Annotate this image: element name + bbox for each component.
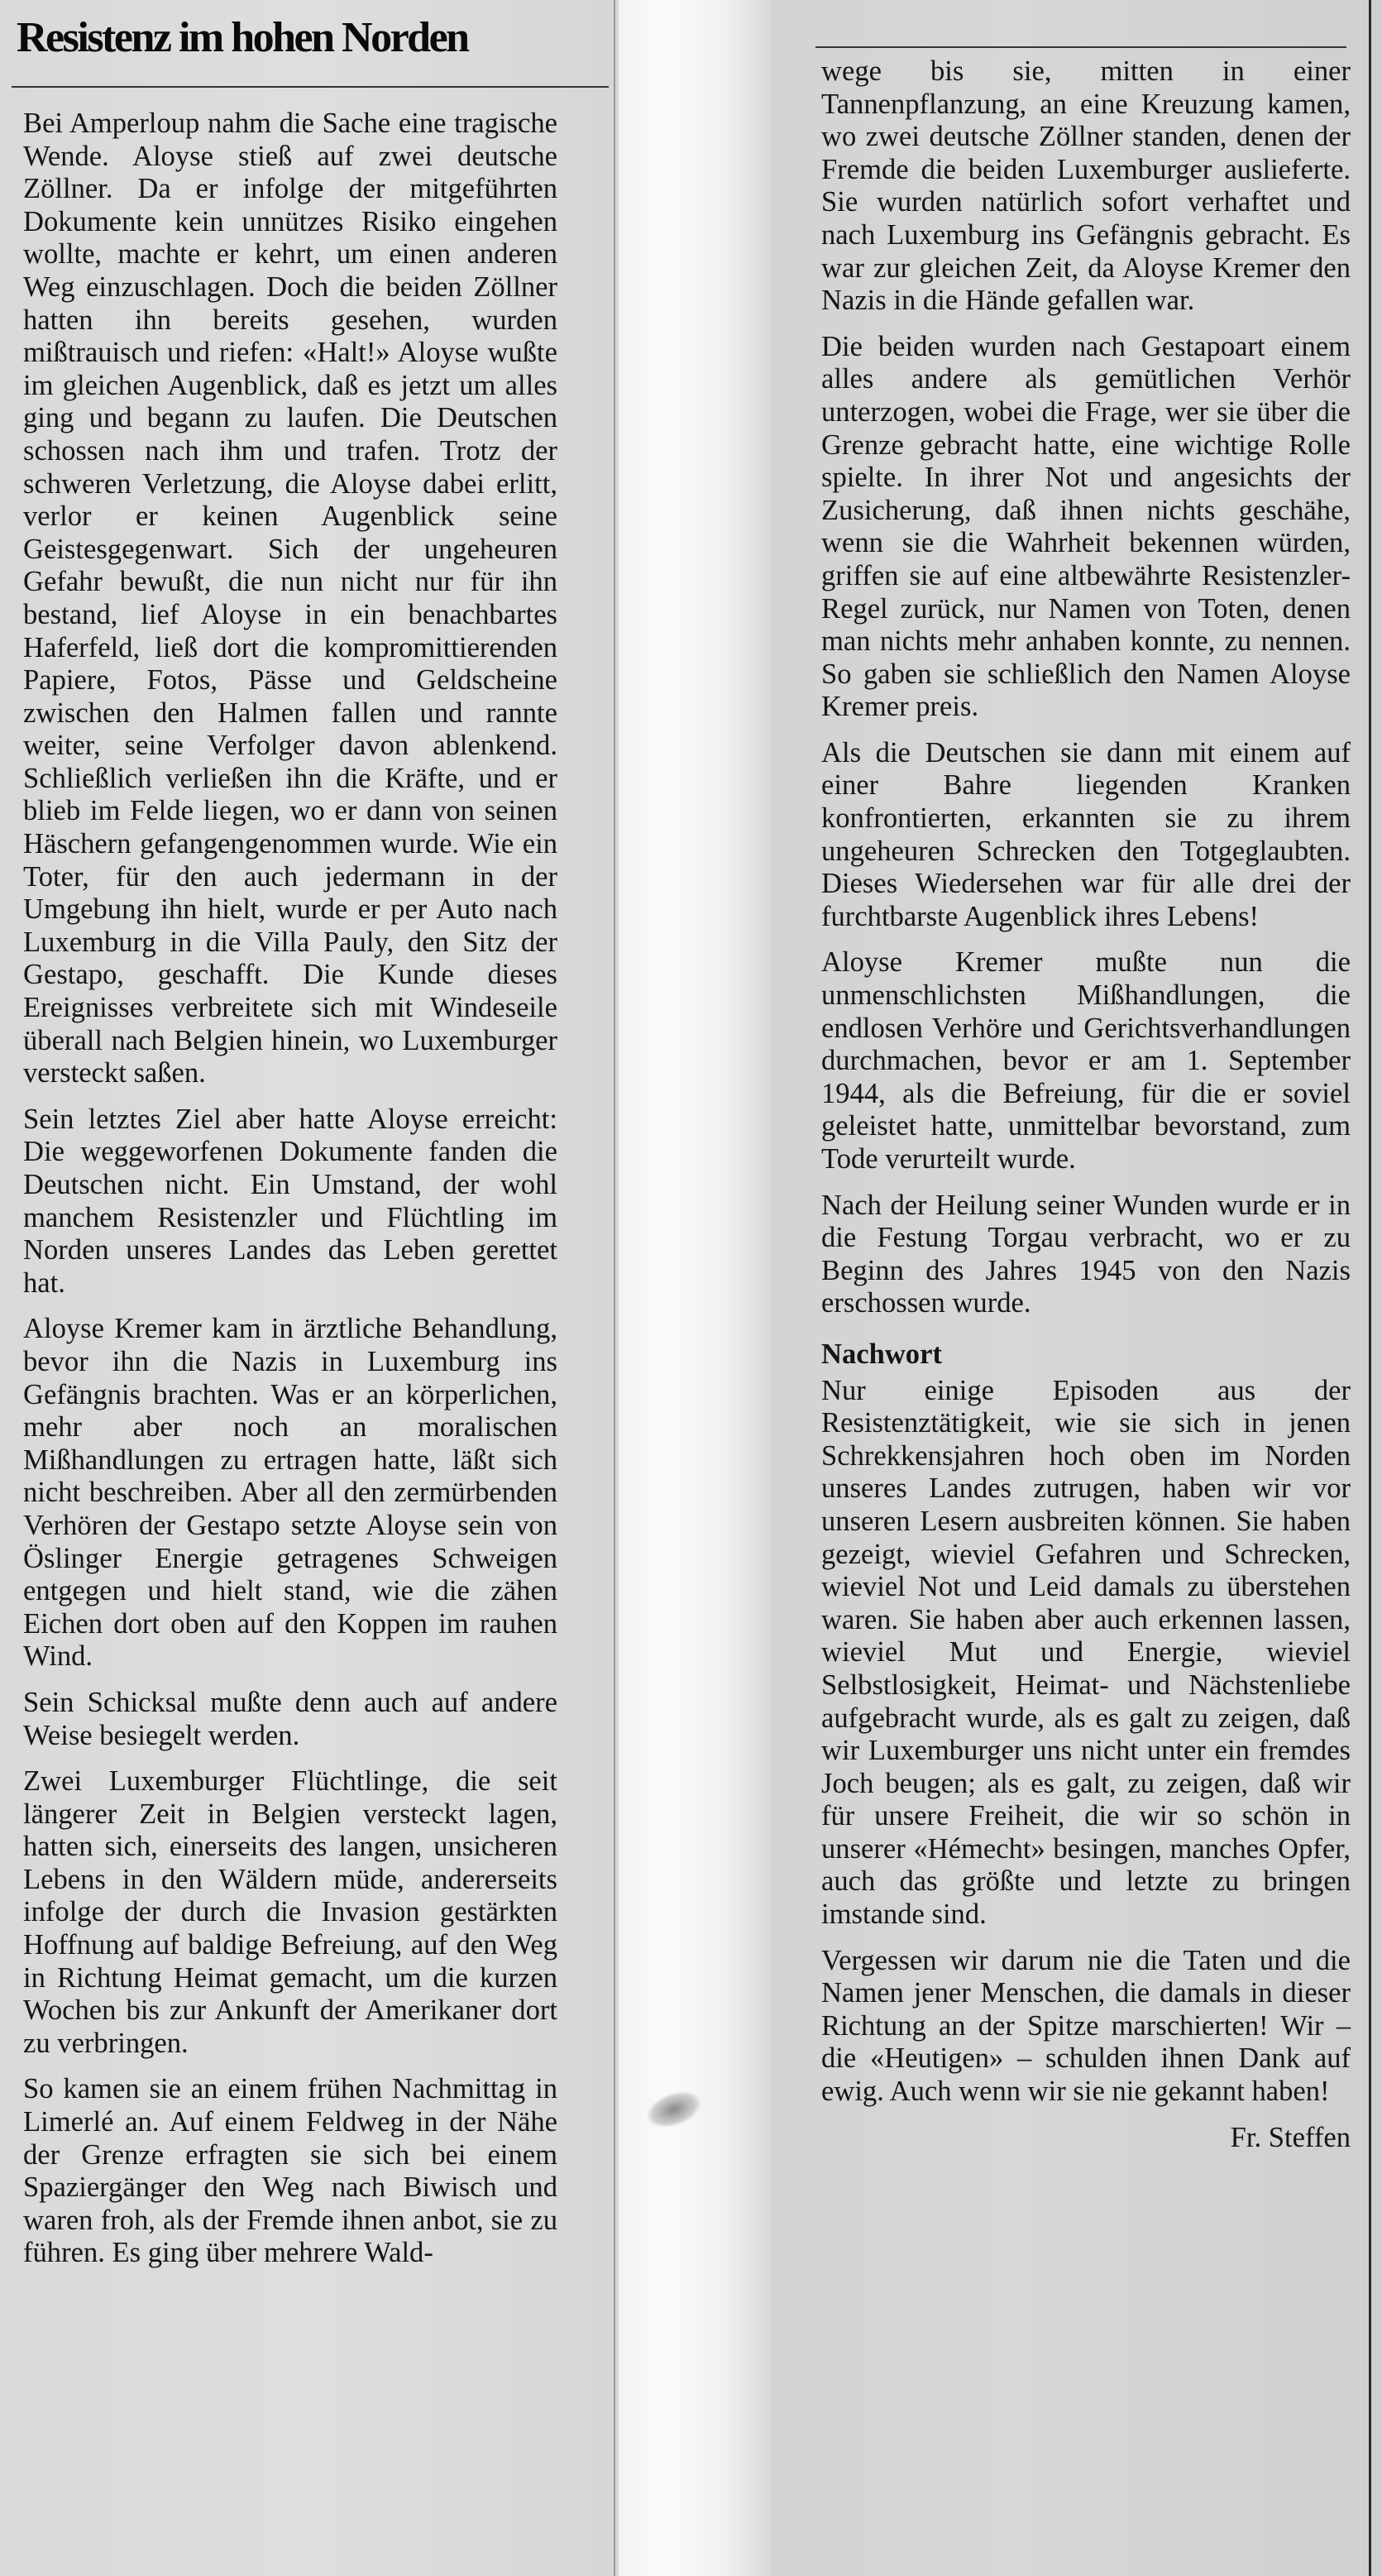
right-column — [821, 55, 1351, 2167]
page-gap — [619, 0, 771, 2576]
paragraph: wege bis sie, mitten in einer Tannenpflanzung, an eine Kreuzung kamen, wo zwei deutsche Zöllner standen, denen der Fremde die beiden Luxemburger auslieferte. Sie wurden natürlich sofort verhaftet und nach Luxemburg ins Gefängnis gebracht. Es war zur gleichen Zeit, da Aloyse Kremer den Nazis in die Hände gefallen war. — [821, 55, 1351, 317]
article-headline: Resistenz im hohen Norden — [17, 14, 468, 61]
paragraph: Bei Amperloup nahm die Sache eine tragische Wende. Aloyse stieß auf zwei deutsche Zöllner. Da er infolge der mitgeführten Dokumente kein unnützes Risiko eingehen wollte, machte er kehrt, um einen anderen Weg einzuschlagen. Doch die beiden Zöllner hatten ihn bereits gesehen, wurden mißtrauisch und riefen: «Halt!» Aloyse wußte im gleichen Augenblick, daß es jetzt um alles ging und begann zu laufen. Die Deutschen schossen nach ihm und trafen. Trotz der schweren Verletzung, die Aloyse dabei erlitt, verlor er keinen Augenblick seine Geistesgegenwart. Sich der ungeheuren Gefahr bewußt, die nun nicht nur für ihn bestand, lief Aloyse in ein benachbartes Haferfeld, ließ dort die kompromittierenden Papiere, Fotos, Pässe und Geldscheine zwischen den Halmen fallen und rannte weiter, seine Verfolger davon ablenkend. Schließlich verließen ihn die Kräfte, und er blieb im Felde liegen, wo er dann von seinen Häschern gefangengenommen wurde. Wie ein Toter, für den auch jedermann in der Umgebung ihn hielt, wurde er per Auto nach Luxemburg in die Villa Pauly, den Sitz der Gestapo, geschafft. Die Kunde dieses Ereignisses verbreitete sich mit Windeseile überall nach Belgien hinein, wo Luxemburger versteckt saßen. — [23, 108, 557, 1089]
paragraph: Sein Schicksal mußte denn auch auf andere Weise besiegelt werden. — [23, 1686, 557, 1751]
paragraph: Nur einige Episoden aus der Resistenztätigkeit, wie sie sich in jenen Schrekkensjahren hoch oben im Norden unseres Landes zutrugen, haben wir vor unseren Lesern ausbreiten können. Sie haben gezeigt, wieviel Gefahren und Schrecken, wieviel Not und Leid damals zu überstehen waren. Sie haben aber auch erkennen lassen, wieviel Mut und Energie, wieviel Selbstlosigkeit, Heimat- und Nächstenliebe aufgebracht wurde, als es galt zu zeigen, daß wir Luxemburger uns nicht unter ein fremdes Joch beugen; als es galt, zu zeigen, daß wir für unsere Freiheit, die wir so schön in unserer «Hémecht» besingen, manches Opfer, auch das größte und letzte zu bringen imstande sind. — [821, 1374, 1351, 1931]
afterword-heading: Nachwort — [821, 1338, 942, 1370]
column-top-rule — [815, 46, 1346, 48]
right-clipping-edge — [1369, 0, 1371, 2576]
paragraph: Aloyse Kremer mußte nun die unmenschlichsten Mißhandlungen, die endlosen Verhöre und Gerichtsverhandlungen durchmachen, bevor er am 1. September 1944, als die Befreiung, für die er soviel geleistet hatte, unmittelbar bevorstand, zum Tode verurteilt wurde. — [821, 946, 1351, 1175]
paragraph: Zwei Luxemburger Flüchtlinge, die seit längerer Zeit in Belgien versteckt lagen, hatten sich, einerseits des langen, unsicheren Lebens in den Wäldern müde, andererseits infolge der durch die Invasion gestärkten Hoffnung auf baldige Befreiung, auf den Weg in Richtung Heimat gemacht, um die kurzen Wochen bis zur Ankunft der Amerikaner dort zu verbringen. — [23, 1765, 557, 2059]
author-signature: Fr. Steffen — [1230, 2121, 1351, 2153]
left-clipping-edge — [614, 0, 615, 2576]
paragraph: Die beiden wurden nach Gestapoart einem alles andere als gemütlichen Verhör unterzogen, wobei die Frage, wer sie über die Grenze gebracht hatte, eine wichtige Rolle spielte. In ihrer Not und angesichts der Zusicherung, daß ihnen nichts geschähe, wenn sie die Wahrheit bekennen würden, griffen sie auf eine altbewährte Resistenzler-Regel zurück, nur Namen von Toten, denen man nichts mehr anhaben konnte, zu nennen. So gaben sie schließlich den Namen Aloyse Kremer preis. — [821, 330, 1351, 723]
paragraph: Als die Deutschen sie dann mit einem auf einer Bahre liegenden Kranken konfrontierten, erkannten sie zu ihrem ungeheuren Schrecken den Totgeglaubten. Dieses Wiedersehen war für alle drei der furchtbarste Augenblick ihres Lebens! — [821, 736, 1351, 932]
paragraph: Sein letztes Ziel aber hatte Aloyse erreicht: Die weggeworfenen Dokumente fanden die Deutschen nicht. Ein Umstand, der wohl manchem Resistenzler und Flüchtling im Norden unseres Landes das Leben gerettet hat. — [23, 1103, 557, 1299]
paragraph: Aloyse Kremer kam in ärztliche Behandlung, bevor ihn die Nazis in Luxemburg ins Gefängnis brachten. Was er an körperlichen, mehr aber noch an moralischen Mißhandlungen zu ertragen hatte, läßt sich nicht beschreiben. Aber all den zermürbenden Verhören der Gestapo setzte Aloyse sein von Öslinger Energie getragenes Schweigen entgegen und hielt stand, wie die zähen Eichen dort oben auf den Koppen im rauhen Wind. — [23, 1313, 557, 1673]
headline-rule — [12, 86, 609, 88]
paragraph: Vergessen wir darum nie die Taten und die Namen jener Menschen, die damals in dieser Richtung an der Spitze marschierten! Wir – die «Heutigen» – schulden ihnen Dank auf ewig. Auch wenn wir sie nie gekannt haben! — [821, 1944, 1351, 2108]
left-column — [23, 108, 557, 2283]
paragraph: Nach der Heilung seiner Wunden wurde er in die Festung Torgau verbracht, wo er zu Beginn des Jahres 1945 von den Nazis erschossen wurde. — [821, 1189, 1351, 1319]
paragraph: So kamen sie an einem frühen Nachmittag in Limerlé an. Auf einem Feldweg in der Nähe der Grenze erfragten sie sich bei einem Spaziergänger den Weg nach Biwisch und waren froh, als der Fremde ihnen anbot, sie zu führen. Es ging über mehrere Wald- — [23, 2073, 557, 2269]
